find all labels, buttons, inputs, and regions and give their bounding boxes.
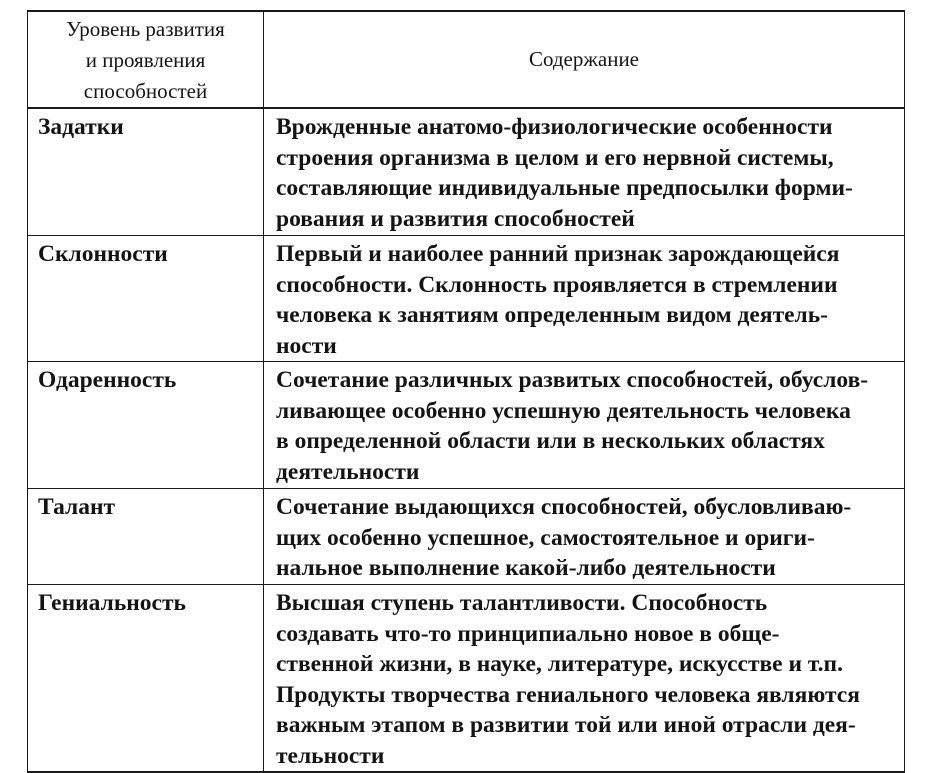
level-cell: Задатки	[28, 108, 264, 236]
content-line: ливающее особенно успешную деятельность человека	[276, 397, 851, 424]
content-line: нальное выполнение какой-либо деятельности	[276, 555, 776, 581]
content-line: деятельности	[276, 458, 420, 485]
content-line: важным этапом в развитии той или иной отрасли дея-	[276, 712, 856, 738]
abilities-levels-table	[27, 10, 905, 773]
table-row	[28, 585, 905, 773]
table-row	[28, 236, 905, 362]
content-cell	[264, 108, 905, 236]
content-line: ности	[276, 332, 337, 359]
header-level-line: Уровень развития	[66, 17, 225, 41]
content-line: способности. Склонность проявляется в стремлении	[276, 271, 838, 298]
header-level	[28, 11, 264, 108]
table-row	[28, 108, 905, 236]
content-cell	[264, 585, 905, 773]
abilities-table-container	[27, 10, 904, 773]
content-line: человека к занятиям определенным видом деятель-	[276, 302, 828, 328]
content-line: рования и развития способностей	[276, 205, 635, 232]
level-cell: Склонности	[28, 236, 264, 362]
content-line: Сочетание различных развитых способностей, обуслов-	[276, 367, 869, 393]
content-line: создавать что-то принципиально новое в обще-	[276, 620, 780, 647]
table-row	[28, 362, 905, 489]
header-level-line: способностей	[83, 79, 208, 103]
content-cell	[264, 236, 905, 362]
content-line: Первый и наиболее ранний признак зарождающейся	[276, 241, 840, 267]
content-line: строения организма в целом и его нервной системы,	[276, 144, 834, 171]
content-cell	[264, 362, 905, 489]
table-row	[28, 489, 905, 585]
content-line: в определенной области или в нескольких областях	[276, 428, 825, 454]
content-line: Врожденные анатомо-физиологические особенности	[276, 114, 833, 140]
level-cell: Гениальность	[28, 585, 264, 773]
content-cell	[264, 489, 905, 585]
level-cell: Одаренность	[28, 362, 264, 489]
content-line: Высшая ступень талантливости. Способность	[276, 590, 768, 616]
content-line: Сочетание выдающихся способностей, обусловливаю-	[276, 494, 852, 520]
header-content: Содержание	[264, 11, 905, 108]
table-header-row	[28, 11, 905, 108]
header-level-line: и проявления	[85, 48, 206, 72]
content-line: тельности	[276, 742, 385, 769]
content-line: составляющие индивидуальные предпосылки форми-	[276, 175, 853, 201]
content-line: Продукты творчества гениального человека являются	[276, 681, 860, 708]
content-line: ственной жизни, в науке, литературе, искусстве и т.п.	[276, 651, 843, 677]
content-line: щих особенно успешное, самостоятельное и ориги-	[276, 524, 815, 551]
level-cell: Талант	[28, 489, 264, 585]
